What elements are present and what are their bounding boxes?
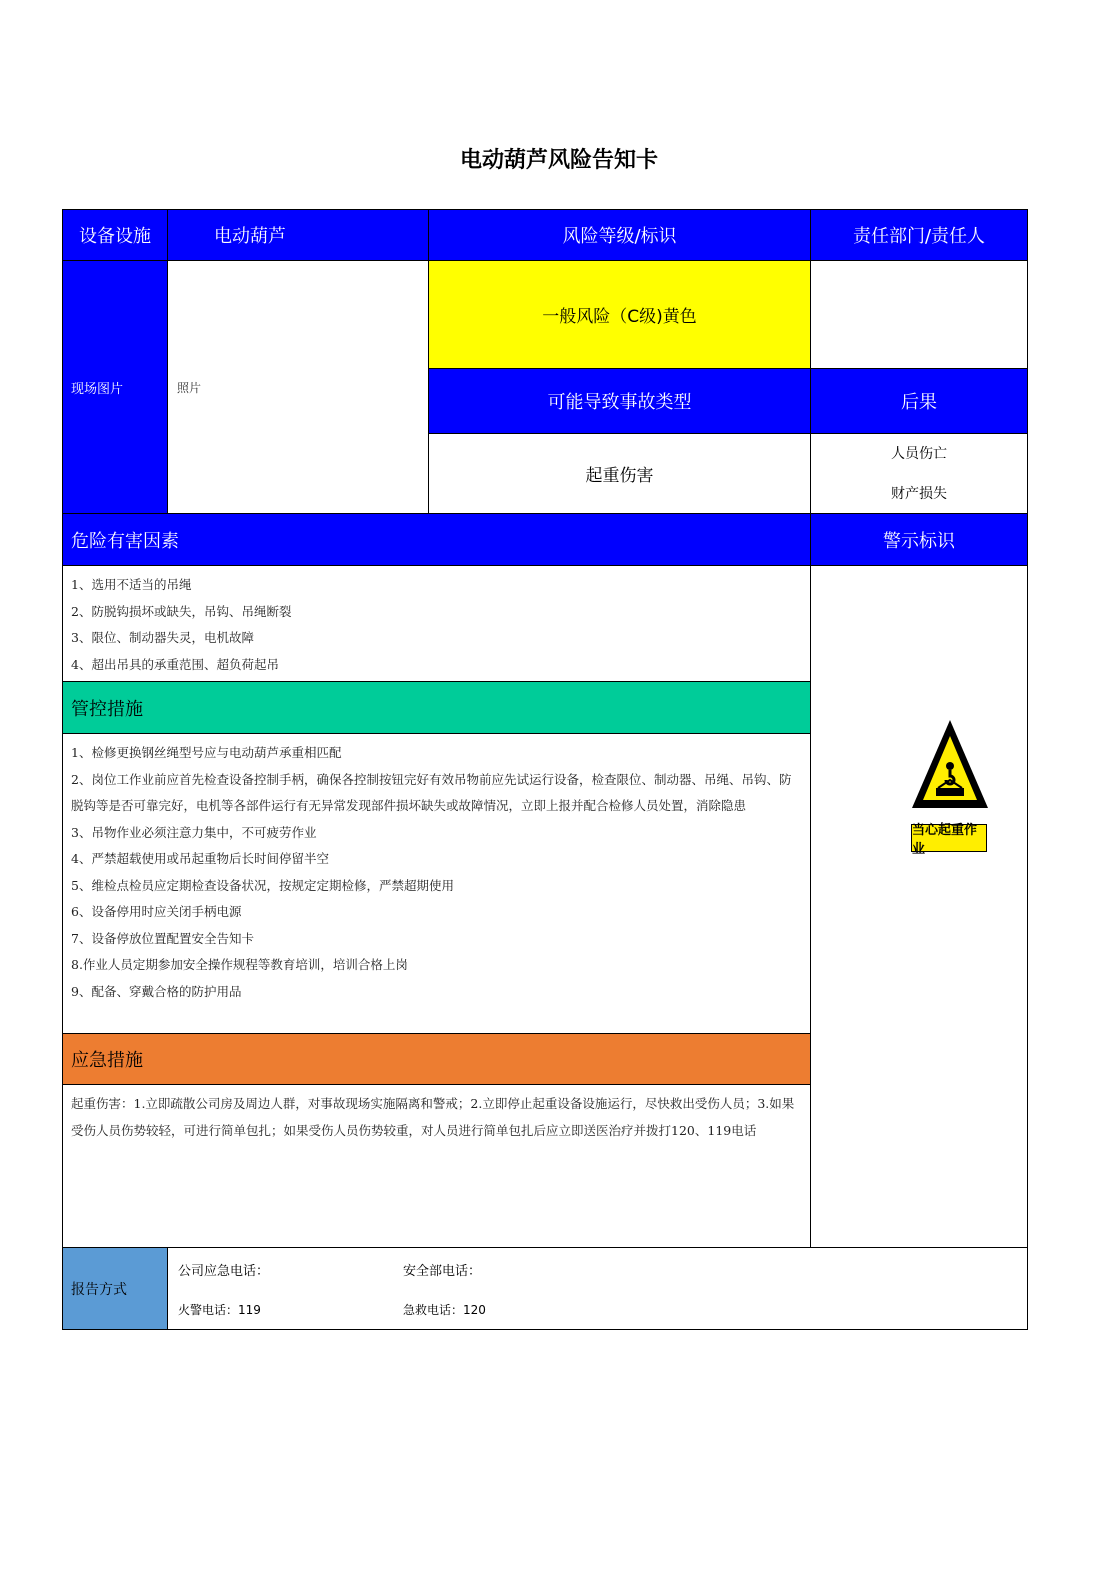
consequence-item: 财产损失 [891, 486, 947, 502]
fire-number: 119 [238, 1303, 261, 1317]
warning-sign-cell [810, 565, 1028, 1248]
safety-phone-label: 安全部电话： [403, 1264, 482, 1279]
fire-label: 火警电话： [178, 1303, 239, 1317]
consequence-label: 后果 [810, 368, 1028, 434]
ambulance-label: 急救电话： [403, 1303, 464, 1317]
control-item: 4、严禁超载使用或吊起重物后长时间停留半空 [71, 851, 329, 866]
hazards-header: 危险有害因素 [62, 513, 811, 566]
equipment-value: 电动葫芦 [167, 209, 429, 261]
report-label: 报告方式 [62, 1247, 168, 1330]
controls-header: 管控措施 [62, 681, 811, 734]
photo-label: 现场图片 [62, 260, 168, 514]
control-item: 8.作业人员定期参加安全操作规程等教育培训，培训合格上岗 [71, 957, 408, 972]
warning-sign-text: 当心起重作业 [911, 824, 987, 852]
control-item: 5、维检点检员应定期检查设备状况，按规定定期检修，严禁超期使用 [71, 877, 454, 893]
photo-placeholder: 照片 [167, 260, 429, 514]
hazard-item: 3、限位、制动器失灵，电机故障 [71, 630, 254, 645]
crane-warning-icon [911, 718, 989, 810]
hazard-item: 2、防脱钩损坏或缺失，吊钩、吊绳断裂 [71, 603, 292, 619]
hazard-item: 4、超出吊具的承重范围、超负荷起吊 [71, 656, 279, 672]
risk-level-label: 风险等级/标识 [428, 209, 811, 261]
control-item: 9、配备、穿戴合格的防护用品 [71, 983, 242, 999]
consequences [810, 433, 1028, 514]
consequence-item: 人员伤亡 [891, 446, 947, 462]
warning-header: 警示标识 [810, 513, 1028, 566]
hazard-item: 1、选用不适当的吊绳 [71, 577, 192, 592]
report-info [167, 1247, 1028, 1330]
accident-type-label: 可能导致事故类型 [428, 368, 811, 434]
equipment-label: 设备设施 [62, 209, 168, 261]
company-phone-label: 公司应急电话： [178, 1264, 270, 1279]
control-item: 7、设备停放位置配置安全告知卡 [71, 930, 254, 946]
accident-type: 起重伤害 [428, 433, 811, 514]
emergency-header: 应急措施 [62, 1033, 811, 1085]
controls-list [62, 733, 811, 1034]
dept-value [810, 260, 1028, 369]
ambulance-number: 120 [463, 1303, 486, 1317]
control-item: 6、设备停用时应关闭手柄电源 [71, 904, 242, 919]
dept-label: 责任部门/责任人 [810, 209, 1028, 261]
control-item: 3、吊物作业必须注意力集中，不可疲劳作业 [71, 824, 317, 840]
emergency-text: 起重伤害：1.立即疏散公司房及周边人群，对事故现场实施隔离和警戒；2.立即停止起重设备设施运行，尽快救出受伤人员；3.如果受伤人员伤势较轻，可进行简单包扎；如果受伤人员伤势较重，对人员进行简单包扎后应立即送医治疗并拨打120、119电话 [62, 1084, 811, 1248]
control-item: 2、岗位工作业前应首先检查设备控制手柄，确保各控制按钮完好有效吊物前应先试运行设备，检查限位、制动器、吊绳、吊钩、防脱钩等是否可靠完好，电机等各部件运行有无异常发现部件损坏缺失或故障情况，立即上报并配合检修人员处置，消除隐患 [71, 771, 792, 813]
control-item: 1、检修更换钢丝绳型号应与电动葫芦承重相匹配 [71, 745, 342, 760]
risk-level-value: 一般风险（C级)黄色 [428, 260, 811, 369]
hazards-list [62, 565, 811, 682]
page-title: 电动葫芦风险告知卡 [459, 148, 658, 173]
